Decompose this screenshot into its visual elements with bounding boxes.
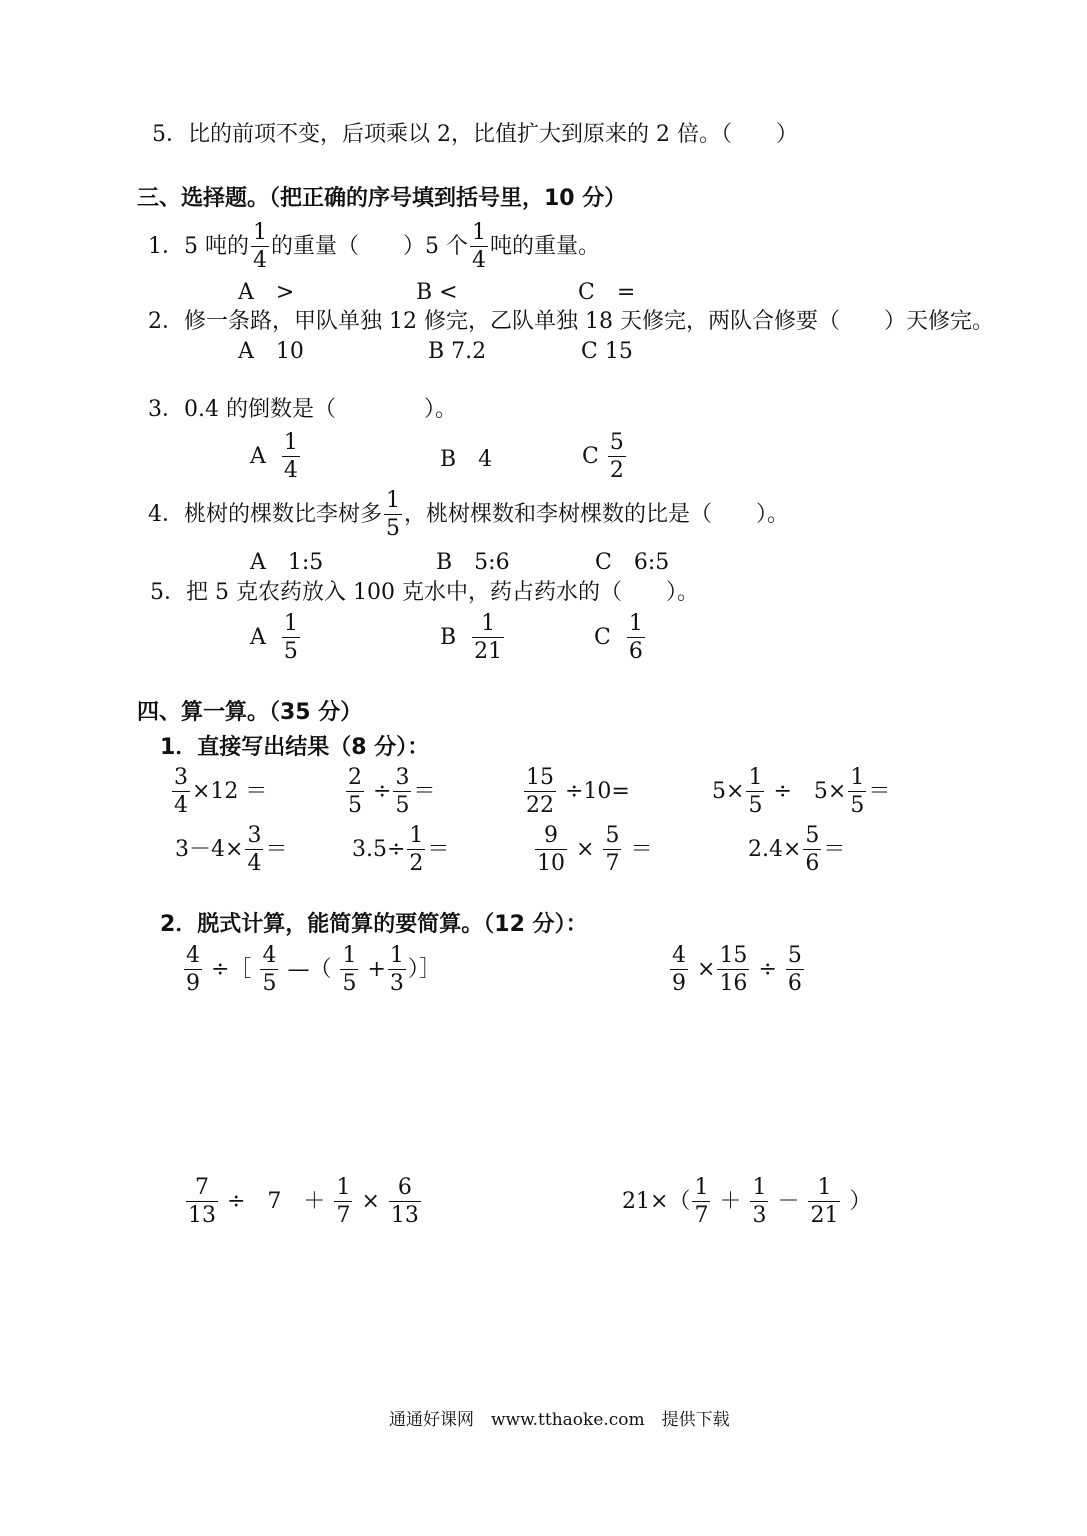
expr-8: 2.4× $\frac{5}{6}$ ＝ [748,823,846,876]
q2-option-b: B 7.2 [428,339,487,364]
q1-option-a: A > [238,280,295,305]
expr-7: $\frac{9}{10}$ × $\frac{5}{7}$ ＝ [537,823,653,876]
q2-option-c: C 15 [581,339,633,364]
fraction: $\frac{4}{5}$ [262,943,277,996]
fraction: $\frac{1}{4}$ [472,220,486,273]
fraction: $\frac{15}{22}$ [526,765,554,818]
fraction: $\frac{1}{3}$ [389,943,404,996]
fraction: $\frac{4}{9}$ [672,943,686,996]
q3: 3．0.4 的倒数是（ ）。 [148,397,457,422]
expr-1: $\frac{3}{4}$ ×12 ＝ [174,765,268,818]
section4-sub2: 2．脱式计算，能简算的要简算。（12 分）： [160,912,588,937]
fraction: $\frac{1}{5}$ [748,765,763,818]
judge-item-5: 5．比的前项不变，后项乘以 2，比值扩大到原来的 2 倍。（ ） [152,122,798,147]
fraction: $\frac{1}{21}$ [474,611,503,664]
fraction: $\frac{1}{7}$ [694,1175,709,1228]
q1-option-c: C = [578,280,636,305]
calc-1: $\frac{4}{9}$ ÷［ $\frac{4}{5}$ —（ $\frac{1}{5}$ + $\frac{1}{3}$ ）］ [186,943,441,996]
fraction: $\frac{1}{2}$ [409,823,424,876]
calc-2: $\frac{4}{9}$ × $\frac{15}{16}$ ÷ $\frac{5}{6}$ [672,943,802,996]
q5-option-a: A $\frac{1}{5}$ [250,611,298,664]
q4-option-a: A 1:5 [250,550,324,575]
footer-credit: 通通好课网 www.tthaoke.com 提供下载 [389,1410,730,1430]
fraction: $\frac{4}{9}$ [186,943,200,996]
fraction: $\frac{5}{7}$ [605,823,620,876]
fraction: $\frac{3}{4}$ [247,823,262,876]
fraction: $\frac{1}{5}$ [850,765,865,818]
expr-2: $\frac{2}{5}$ ÷ $\frac{3}{5}$ ＝ [348,765,436,818]
fraction: $\frac{2}{5}$ [348,765,362,818]
calc-4: 21×（ $\frac{1}{7}$ ＋ $\frac{1}{3}$ － $\frac{1}{21}$ ） [622,1175,872,1228]
fraction: $\frac{7}{13}$ [188,1175,216,1228]
q4-option-b: B 5:6 [436,550,510,575]
expr-3: $\frac{15}{22}$ ÷10= [526,765,630,818]
q1-option-b: B < [416,280,458,305]
section4-sub1: 1．直接写出结果（8 分）： [160,735,430,760]
section3-title: 三、选择题。（把正确的序号填到括号里，10 分） [137,186,627,211]
fraction: $\frac{3}{4}$ [174,765,188,818]
q2: 2．修一条路，甲队单独 12 修完，乙队单独 18 天修完，两队合修要（ ）天修完。 [148,309,994,334]
section4-title: 四、算一算。（35 分） [137,700,363,725]
fraction: $\frac{5}{2}$ [609,430,624,483]
q3-option-b: B 4 [440,447,493,472]
q5-option-b: B $\frac{1}{21}$ [440,611,503,664]
q1: 1．5 吨的 $\frac{1}{4}$ 的重量（ ）5 个 $\frac{1}{4}$ 吨的重量。 [148,220,601,273]
fraction: $\frac{1}{3}$ [752,1175,767,1228]
fraction: $\frac{1}{21}$ [810,1175,839,1228]
fraction: $\frac{1}{7}$ [336,1175,351,1228]
fraction: $\frac{1}{4}$ [283,430,298,483]
fraction: $\frac{3}{5}$ [395,765,410,818]
fraction: $\frac{1}{6}$ [628,611,643,664]
expr-5: 3－4× $\frac{3}{4}$ ＝ [175,823,288,876]
fraction: $\frac{9}{10}$ [537,823,565,876]
calc-3: $\frac{7}{13}$ ÷ 7 ＋ $\frac{1}{7}$ × $\frac{6}{13}$ [188,1175,419,1228]
fraction: $\frac{1}{4}$ [253,220,267,273]
fraction: $\frac{15}{16}$ [719,943,748,996]
q5-option-c: C $\frac{1}{6}$ [594,611,643,664]
q3-option-a: A $\frac{1}{4}$ [250,430,298,483]
q5: 5．把 5 克农药放入 100 克水中，药占药水的（ ）。 [150,580,699,605]
expr-4: 5× $\frac{1}{5}$ ÷ 5× $\frac{1}{5}$ ＝ [712,765,891,818]
fraction: $\frac{1}{5}$ [386,488,400,541]
expr-6: 3.5÷ $\frac{1}{2}$ ＝ [352,823,450,876]
q4-option-c: C 6:5 [595,550,670,575]
fraction: $\frac{5}{6}$ [787,943,802,996]
fraction: $\frac{1}{5}$ [342,943,357,996]
q2-option-a: A 10 [238,339,304,364]
fraction: $\frac{1}{5}$ [283,611,298,664]
fraction: $\frac{5}{6}$ [805,823,820,876]
fraction: $\frac{6}{13}$ [390,1175,419,1228]
q4: 4．桃树的棵数比李树多 $\frac{1}{5}$ ，桃树棵数和李树棵数的比是（ ）。 [148,488,790,541]
q3-option-c: C $\frac{5}{2}$ [582,430,624,483]
